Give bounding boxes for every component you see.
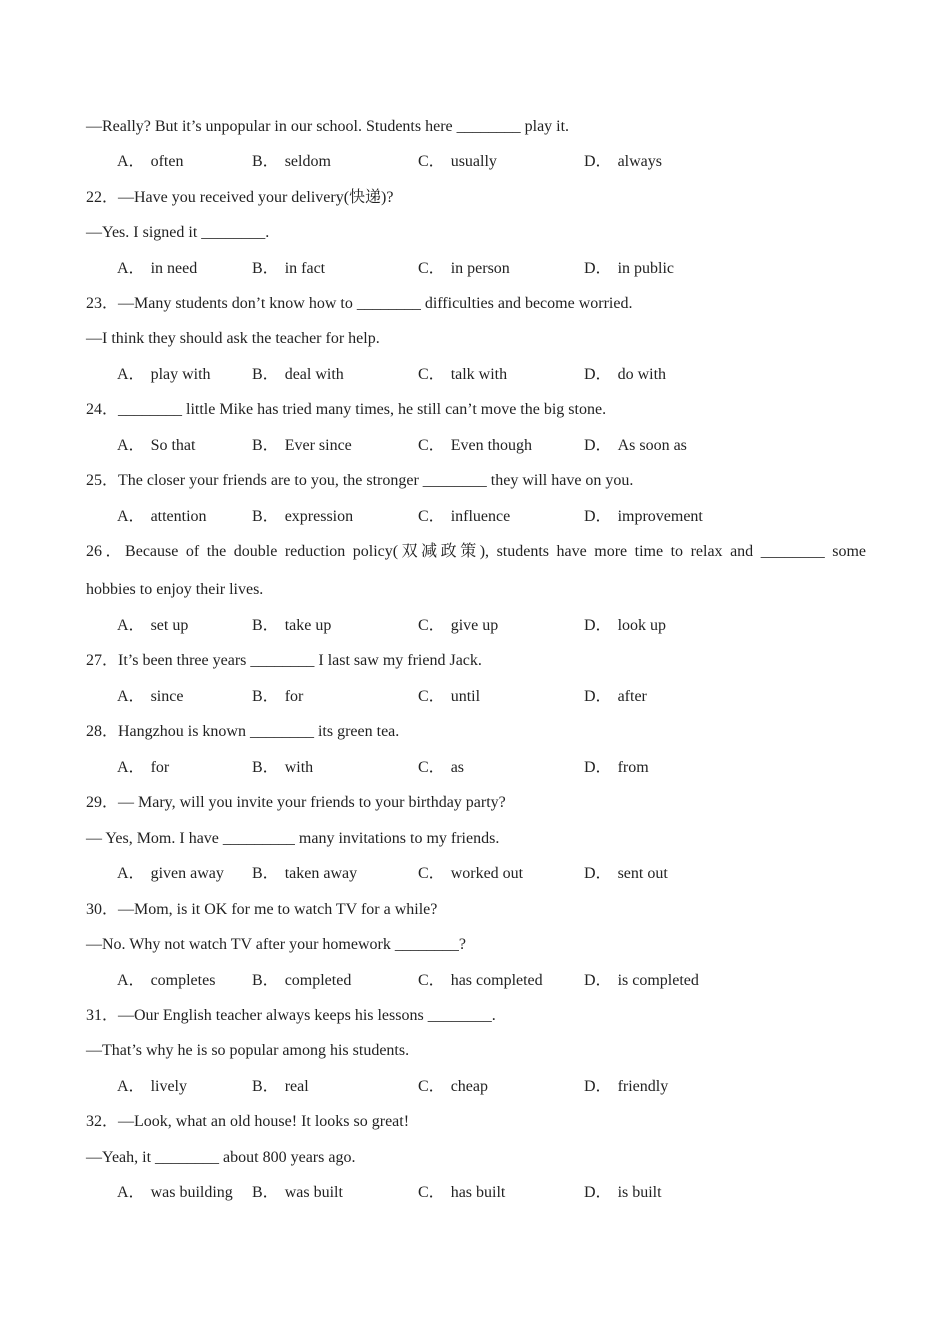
option-b: B． completed <box>252 972 352 989</box>
option-a: A． play with <box>117 366 211 383</box>
question-25-stem: 25．The closer your friends are to you, the stronger ________ they will have on you. <box>86 472 634 489</box>
option-c: C． as <box>418 759 465 776</box>
question-26-stem: 26．Because of the double reduction policy(双减政策), students have more time to relax and ________ some <box>86 543 866 560</box>
question-29-reply: — Yes, Mom. I have _________ many invitations to my friends. <box>86 830 500 847</box>
option-a: A． in need <box>117 260 198 277</box>
question-32-reply: —Yeah, it ________ about 800 years ago. <box>86 1149 356 1166</box>
question-23-reply: —I think they should ask the teacher for help. <box>86 330 380 347</box>
question-24-stem: 24．________ little Mike has tried many times, he still can’t move the big stone. <box>86 401 607 418</box>
option-b: B． for <box>252 688 304 705</box>
question-23-stem: 23．—Many students don’t know how to ________ difficulties and become worried. <box>86 295 633 312</box>
question-22-reply: —Yes. I signed it ________. <box>86 224 270 241</box>
options-row <box>0 150 950 174</box>
options-row <box>0 1075 950 1099</box>
option-b: B． was built <box>252 1184 343 1201</box>
question-27-stem: 27．It’s been three years ________ I last saw my friend Jack. <box>86 652 482 669</box>
option-a: A． lively <box>117 1078 187 1095</box>
option-a: A． was building <box>117 1184 233 1201</box>
question-22-stem: 22．—Have you received your delivery(快递)? <box>86 189 394 206</box>
option-d: D． is completed <box>584 972 699 989</box>
options-row <box>0 862 950 886</box>
option-b: B． with <box>252 759 314 776</box>
question-32-stem: 32．—Look, what an old house! It looks so great! <box>86 1113 410 1130</box>
option-d: D． from <box>584 759 649 776</box>
option-a: A． So that <box>117 437 196 454</box>
question-31-stem: 31．—Our English teacher always keeps his lessons ________. <box>86 1007 496 1024</box>
option-c: C． Even though <box>418 437 533 454</box>
option-c: C． has completed <box>418 972 543 989</box>
option-c: C． give up <box>418 617 499 634</box>
option-c: C． usually <box>418 153 497 170</box>
option-c: C． worked out <box>418 865 524 882</box>
option-a: A． given away <box>117 865 224 882</box>
option-a: A． often <box>117 153 184 170</box>
option-c: C． until <box>418 688 481 705</box>
option-d: D． As soon as <box>584 437 687 454</box>
option-d: D． do with <box>584 366 667 383</box>
option-c: C． cheap <box>418 1078 488 1095</box>
question-26-stem-continued: hobbies to enjoy their lives. <box>86 581 264 598</box>
options-row <box>0 505 950 529</box>
question-30-stem: 30．—Mom, is it OK for me to watch TV for a while? <box>86 901 438 918</box>
option-a: A． set up <box>117 617 189 634</box>
option-b: B． deal with <box>252 366 344 383</box>
options-row <box>0 363 950 387</box>
option-d: D． sent out <box>584 865 668 882</box>
option-c: C． in person <box>418 260 510 277</box>
option-b: B． in fact <box>252 260 326 277</box>
question-30-reply: —No. Why not watch TV after your homework ________? <box>86 936 466 953</box>
question-stem-line: —Really? But it’s unpopular in our school. Students here ________ play it. <box>86 118 570 135</box>
options-row <box>0 257 950 281</box>
options-row <box>0 434 950 458</box>
options-row <box>0 969 950 993</box>
option-a: A． attention <box>117 508 207 525</box>
option-d: D． always <box>584 153 662 170</box>
option-d: D． look up <box>584 617 667 634</box>
option-b: B． seldom <box>252 153 331 170</box>
option-c: C． talk with <box>418 366 508 383</box>
option-b: B． real <box>252 1078 309 1095</box>
options-row <box>0 756 950 780</box>
option-c: C． has built <box>418 1184 506 1201</box>
option-b: B． taken away <box>252 865 358 882</box>
option-d: D． improvement <box>584 508 703 525</box>
option-b: B． Ever since <box>252 437 352 454</box>
question-28-stem: 28．Hangzhou is known ________ its green tea. <box>86 723 400 740</box>
option-b: B． expression <box>252 508 354 525</box>
option-a: A． for <box>117 759 170 776</box>
option-d: D． in public <box>584 260 674 277</box>
option-d: D． is built <box>584 1184 662 1201</box>
option-d: D． after <box>584 688 647 705</box>
option-d: D． friendly <box>584 1078 669 1095</box>
options-row <box>0 1181 950 1205</box>
question-29-stem: 29．— Mary, will you invite your friends to your birthday party? <box>86 794 506 811</box>
question-31-reply: —That’s why he is so popular among his students. <box>86 1042 410 1059</box>
option-a: A． since <box>117 688 184 705</box>
option-a: A． completes <box>117 972 216 989</box>
options-row <box>0 614 950 638</box>
option-c: C． influence <box>418 508 511 525</box>
options-row <box>0 685 950 709</box>
option-b: B． take up <box>252 617 332 634</box>
